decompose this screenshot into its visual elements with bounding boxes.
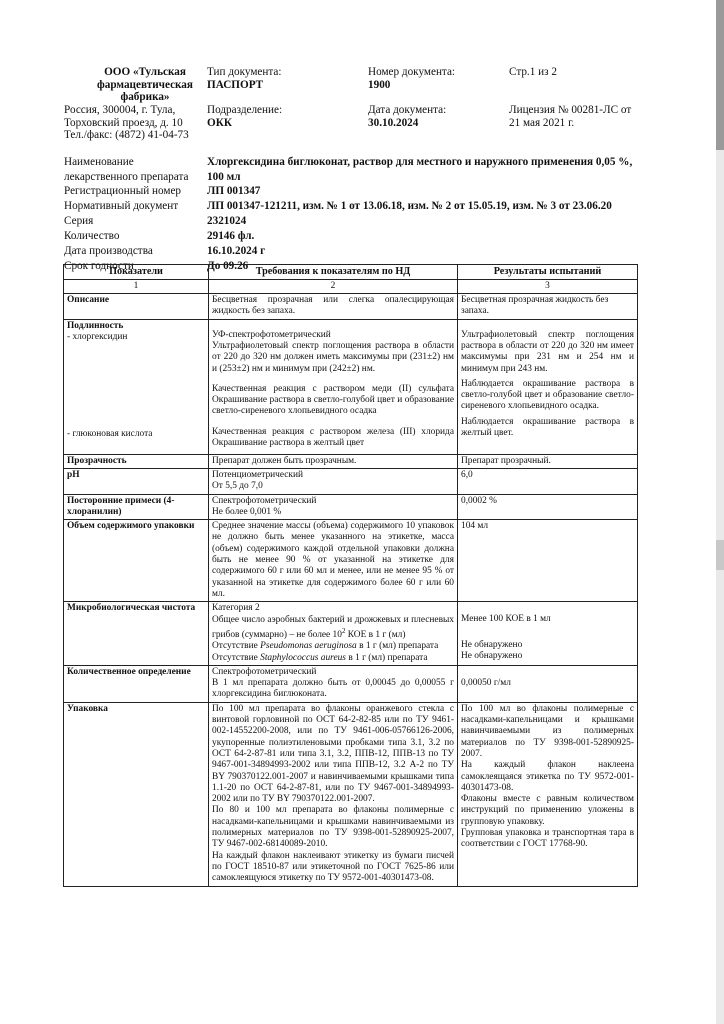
table-row bbox=[64, 665, 638, 702]
meta-value-qty: 29146 фл. bbox=[207, 230, 255, 242]
doc-type-block bbox=[207, 66, 357, 91]
page-info: Стр.1 из 2 bbox=[509, 66, 557, 78]
row-label-transparency: Прозрачность bbox=[64, 454, 209, 468]
meta-label-nd: Нормативный документ bbox=[64, 200, 179, 212]
doc-date-label: Дата документа: bbox=[368, 104, 447, 116]
res-micro-staph: Не обнаружено bbox=[461, 650, 523, 661]
res-package-label: На каждый флакон наклеена самоклеящаяся этикетка по ТУ 9572-001-40301473-08. bbox=[461, 760, 634, 793]
req-uv-method: УФ-спектрофотометрический bbox=[212, 329, 331, 340]
req-authenticity bbox=[209, 319, 458, 454]
res-uv-spectrum: Ультрафиолетовый спектр поглощения раствора в области от 220 до 320 нм имеет максимумы при 231 нм и 254 нм и минимум при 243 нм. bbox=[461, 329, 634, 374]
test-results-table bbox=[63, 264, 638, 887]
doc-date-value: 30.10.2024 bbox=[368, 116, 419, 129]
table-row bbox=[64, 494, 638, 520]
row-label-description: Описание bbox=[64, 294, 209, 320]
req-transparency: Препарат должен быть прозрачным. bbox=[209, 454, 458, 468]
col-number-3: 3 bbox=[458, 279, 638, 293]
doc-number-label: Номер документа: bbox=[368, 66, 456, 78]
doc-date-block bbox=[368, 104, 498, 129]
meta-value-expiry: До 09.26 bbox=[207, 260, 249, 272]
row-authenticity bbox=[64, 319, 209, 454]
doc-type-label: Тип документа: bbox=[207, 66, 282, 78]
meta-value-prod-date: 16.10.2024 г bbox=[207, 245, 266, 257]
table-row bbox=[64, 468, 638, 494]
req-micro-total-text: Общее число аэробных бактерий и дрожжевых и плесневых грибов (суммарно) – не более 10 bbox=[212, 614, 454, 640]
req-uv-spectrum: Ультрафиолетовый спектр поглощения раствора в области от 220 до 320 нм должен иметь максимумы при (231±2) нм и (253±2) нм и минимум при (242±2) нм. bbox=[212, 340, 454, 374]
col-header-results: Результаты испытаний bbox=[458, 265, 638, 280]
sub-gluconic-acid: - глюконовая кислота bbox=[67, 429, 153, 440]
req-micro-total-unit: КОЕ в 1 г (мл) bbox=[345, 629, 406, 640]
doc-number-block bbox=[368, 66, 498, 91]
scan-edge-mark bbox=[716, 540, 724, 570]
req-ps-prefix: Отсутствие bbox=[212, 641, 261, 652]
meta-label-prod-date: Дата производства bbox=[64, 245, 153, 257]
res-copper-reaction: Наблюдается окрашивание раствора в светло-голубой цвет и образование светло-сиреневого хлопьевидного осадка. bbox=[461, 378, 634, 412]
req-ph-method: Потенциометрический bbox=[212, 469, 304, 480]
table-row bbox=[64, 454, 638, 468]
meta-label-qty: Количество bbox=[64, 230, 120, 242]
company-line-1: ООО «Тульская bbox=[104, 66, 186, 78]
license-block bbox=[509, 104, 639, 129]
row-label-volume: Объем содержимого упаковки bbox=[64, 520, 209, 602]
req-copper-reaction: Качественная реакция с раствором меди (II) сульфата Окрашивание раствора в светло-голубой цвет и образование светло-сиреневого хлопьевидного осадка bbox=[212, 383, 454, 417]
col-header-indicators: Показатели bbox=[64, 265, 209, 280]
req-package-glass: По 100 мл препарата во флаконы оранжевого стекла с винтовой горловиной по ОСТ 64-2-82-85 или по ТУ 9461-002-14552200-2008, или по ТУ 9461-006-05766126-2006, укупоренные полиэтиленовыми пробками типа 3.1, 3.2 по ОСТ 64-2-87-81 или типа 3.1, 3.2, ППВ-12, ППВ-13 по ТУ 9467-001-34894993-2002 или типа ППВ-12, 3.2 А-2 по ТУ BY 790370122.001-2007 и навинчиваемыми крышками типа 1.1-20 по ОСТ 64-2-87-81, или по ТУ 9467-001-34894993-2002 или по ТУ BY 790370122.001-2007. bbox=[212, 703, 454, 805]
res-volume: 104 мл bbox=[458, 520, 638, 602]
table-row bbox=[64, 294, 638, 320]
meta-value-series: 2321024 bbox=[207, 215, 247, 227]
company-address bbox=[64, 104, 214, 142]
meta-values bbox=[207, 155, 637, 274]
license-line-1: Лицензия № 00281-ЛС от bbox=[509, 104, 632, 116]
col-header-requirements: Требования к показателям по НД bbox=[209, 265, 458, 280]
table-row bbox=[64, 520, 638, 602]
company-line-2: фармацевтическая bbox=[97, 78, 193, 91]
license-line-2: 21 мая 2021 г. bbox=[509, 116, 575, 129]
res-description: Бесцветная прозрачная жидкость без запаха. bbox=[458, 294, 638, 320]
req-st-suffix: в 1 г (мл) препарата bbox=[345, 652, 428, 663]
col-number-row bbox=[64, 279, 638, 293]
doc-number-value: 1900 bbox=[368, 78, 391, 91]
req-volume: Среднее значение массы (объема) содержимого 10 упаковок не должно быть менее указанного на этикетке, масса (объем) содержимого каждой отдельной упаковки должна быть не менее 90 % от указанной на этикетке для содержимого 60 г или 60 мл и менее, или не менее 95 % от указанной на этикетке для содержимого более 60 г или 60 мл. bbox=[209, 520, 458, 602]
req-package bbox=[209, 702, 458, 886]
scan-edge-dark-top bbox=[716, 0, 724, 150]
res-micro-total: Менее 100 КОЕ в 1 мл bbox=[461, 614, 551, 625]
meta-labels bbox=[64, 155, 204, 274]
res-impurity: 0,0002 % bbox=[458, 494, 638, 520]
res-package-transport: Групповая упаковка и транспортная тара в соответствии с ГОСТ 17768-90. bbox=[461, 828, 634, 850]
req-micro-total-exp: 2 bbox=[341, 626, 346, 635]
req-quant-range: В 1 мл препарата должно быть от 0,00045 до 0,00055 г хлоргексидина биглюконата. bbox=[212, 678, 454, 700]
col-number-1: 1 bbox=[64, 279, 209, 293]
res-iron-reaction: Наблюдается окрашивание раствора в желтый цвет. bbox=[461, 416, 634, 439]
address-line-1: Россия, 300004, г. Тула, bbox=[64, 104, 176, 116]
dept-label: Подразделение: bbox=[207, 104, 283, 116]
req-package-label: На каждый флакон наклеивают этикетку из бумаги писчей по ГОСТ 18510-87 или этикеточной по ГОСТ 7625-86 или самоклеящуюся этикетку по ТУ 9572-001-40301473-08. bbox=[212, 850, 454, 884]
meta-value-name: Хлоргексидина биглюконат, раствор для местного и наружного применения 0,05 %, 100 мл bbox=[207, 156, 633, 183]
meta-label-expiry: Срок годности bbox=[64, 260, 134, 272]
req-quant-method: Спектрофотометрический bbox=[212, 666, 317, 677]
table-row bbox=[64, 319, 638, 454]
meta-label-reg: Регистрационный номер bbox=[64, 185, 182, 197]
row-label-quant: Количественное определение bbox=[64, 665, 209, 702]
row-label-package: Упаковка bbox=[64, 702, 209, 886]
res-package-group: Флаконы вместе с равным количеством инструкций по применению уложены в групповую упаковку. bbox=[461, 794, 634, 827]
res-package-bottles: По 100 мл во флаконы полимерные с насадками-капельницами и крышками навинчиваемыми из полимерных материалов по ТУ 9398-001-52890925-2007. bbox=[461, 703, 634, 759]
doc-type-value: ПАСПОРТ bbox=[207, 78, 264, 91]
scan-edge bbox=[716, 0, 724, 1024]
res-quant bbox=[458, 665, 638, 702]
req-description: Бесцветная прозрачная или слегка опалесцирующая жидкость без запаха. bbox=[209, 294, 458, 320]
req-st-prefix: Отсутствие bbox=[212, 652, 261, 663]
company-name bbox=[80, 66, 210, 104]
res-micro-pseudomonas: Не обнаружено bbox=[461, 639, 523, 650]
res-transparency: Препарат прозрачный. bbox=[458, 454, 638, 468]
table-row bbox=[64, 602, 638, 666]
req-micro-category: Категория 2 bbox=[212, 603, 260, 614]
sub-chlorhexidine: - хлоргексидин bbox=[67, 331, 128, 342]
res-authenticity bbox=[458, 319, 638, 454]
row-label-ph: pH bbox=[64, 468, 209, 494]
req-ps-organism: Pseudomonas aeruginosa bbox=[260, 641, 357, 652]
req-ph bbox=[209, 468, 458, 494]
row-label-micro: Микробиологическая чистота bbox=[64, 602, 209, 666]
company-line-3: фабрика» bbox=[120, 91, 170, 104]
dept-block bbox=[207, 104, 357, 129]
table-row bbox=[64, 702, 638, 886]
phone-line: Тел./факс: (4872) 41-04-73 bbox=[64, 129, 189, 142]
col-number-2: 2 bbox=[209, 279, 458, 293]
req-micro-total bbox=[212, 615, 454, 642]
req-quant bbox=[209, 665, 458, 702]
res-package bbox=[458, 702, 638, 886]
meta-label-series: Серия bbox=[64, 215, 94, 227]
meta-value-nd: ЛП 001347-121211, изм. № 1 от 13.06.18, изм. № 2 от 15.05.19, изм. № 3 от 23.06.20 bbox=[207, 200, 612, 212]
meta-label-name: Наименование лекарственного препарата bbox=[64, 156, 189, 183]
table-header-row bbox=[64, 265, 638, 280]
req-impurity-limit: Не более 0,001 % bbox=[212, 506, 282, 517]
req-package-polymer: По 80 и 100 мл препарата во флаконы полимерные с насадками-капельницами и крышками навинчиваемыми из полимерных материалов по ТУ 9398-001-52890925-2007, ТУ 9467-002-68140089-2010. bbox=[212, 805, 454, 850]
req-iron-reaction: Качественная реакция с раствором железа (III) хлорида Окрашивание раствора в желтый цвет bbox=[212, 426, 454, 449]
req-ph-range: От 5,5 до 7,0 bbox=[212, 481, 263, 492]
req-impurity-method: Спектрофотометрический bbox=[212, 495, 317, 506]
res-micro bbox=[458, 602, 638, 666]
req-micro bbox=[209, 602, 458, 666]
req-st-organism: Staphylococcus aureus bbox=[260, 652, 346, 663]
res-ph: 6,0 bbox=[458, 468, 638, 494]
dept-value: ОКК bbox=[207, 116, 232, 129]
meta-value-reg: ЛП 001347 bbox=[207, 185, 261, 197]
req-ps-suffix: в 1 г (мл) препарата bbox=[356, 641, 439, 652]
row-label-authenticity: Подлинность bbox=[67, 320, 124, 331]
req-micro-pseudomonas bbox=[212, 641, 454, 652]
req-impurity bbox=[209, 494, 458, 520]
res-quant-value: 0,00050 г/мл bbox=[461, 677, 511, 688]
req-micro-staph bbox=[212, 653, 454, 664]
address-line-2: Торховский проезд, д. 10 bbox=[64, 116, 183, 129]
row-label-impurity: Посторонние примеси (4-хлоранилин) bbox=[64, 494, 209, 520]
